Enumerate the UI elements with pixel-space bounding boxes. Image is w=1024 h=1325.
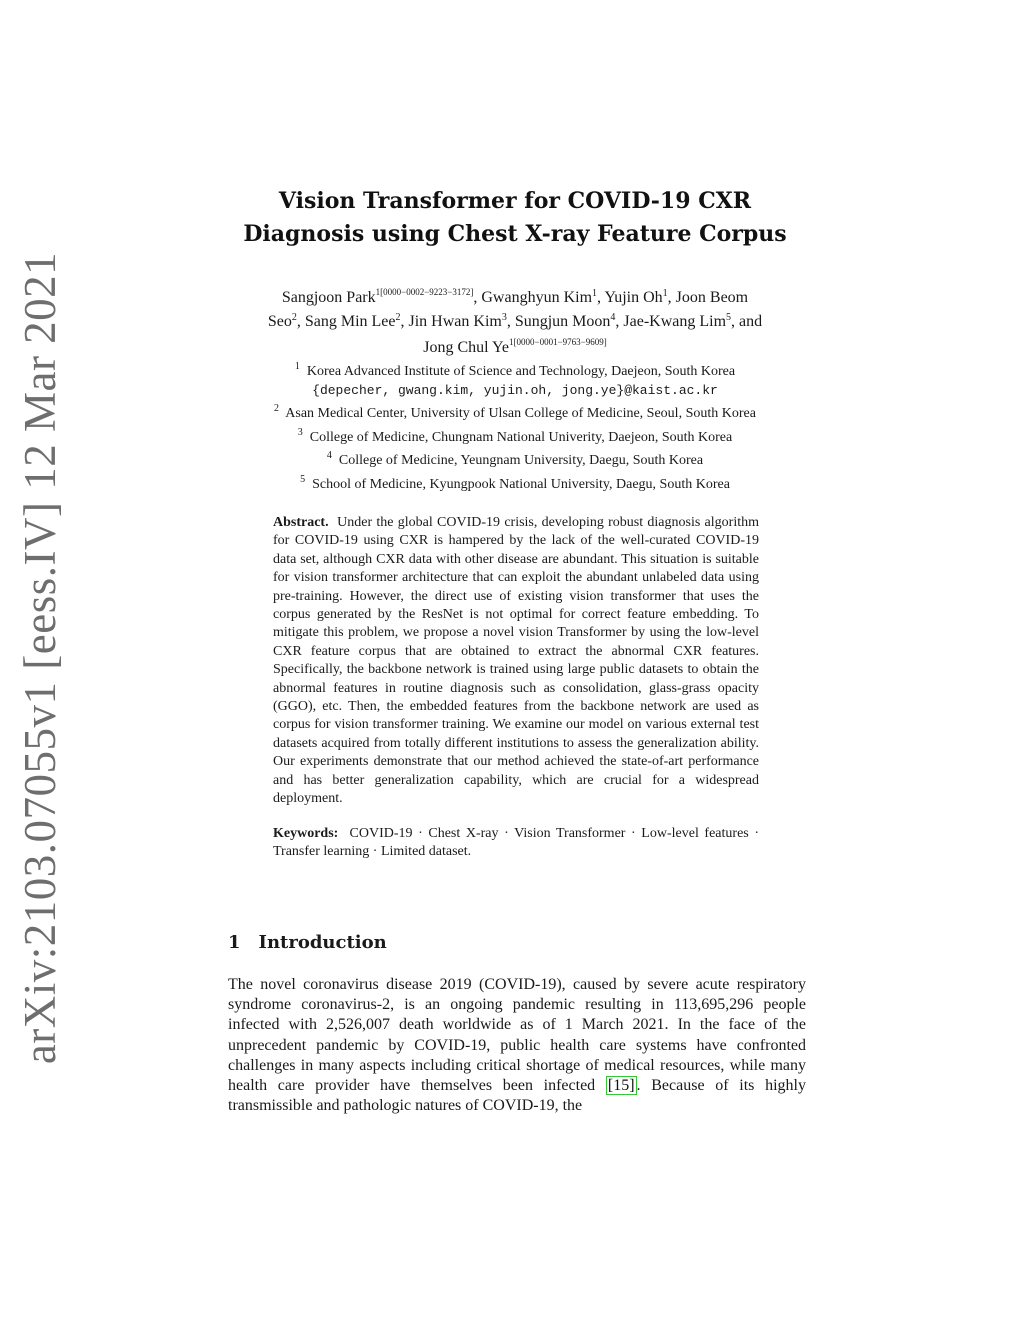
keywords-text: COVID-19 · Chest X-ray · Vision Transformer · Low-level features · Transfer learning · Limited dataset. bbox=[273, 825, 760, 859]
citation-link[interactable]: [15] bbox=[607, 1077, 635, 1095]
affiliation-superscript: 3 bbox=[501, 312, 507, 323]
email-list: {depecher, gwang.kim, yujin.oh, jong.ye}@kaist.ac.kr bbox=[312, 382, 718, 398]
affiliation-item bbox=[210, 358, 820, 382]
intro-text: . Because of its highly transmissible and pathologic natures of COVID-19, the bbox=[228, 1077, 807, 1115]
abstract-block bbox=[273, 514, 759, 861]
affiliation-superscript: 1 bbox=[592, 288, 598, 299]
intro-text: The novel coronavirus disease 2019 (COVID-19), caused by severe acute respiratory syndrome coronavirus-2, is an ongoing pandemic resulting in 113,695,296 people infected with 2,526,007 death worldwide as of 1 March 2021. In the face of the unprecedent pandemic by COVID-19, public health care systems have confronted challenges in many aspects including critical shortage of medical resources, while many health care provider have themselves been infected bbox=[228, 976, 806, 1095]
affiliation-text: Korea Advanced Institute of Science and Technology, Daejeon, South Korea bbox=[306, 364, 736, 379]
author-name: Seo bbox=[267, 313, 292, 330]
author-name: , and bbox=[731, 313, 763, 330]
affiliation-item bbox=[210, 447, 820, 471]
orcid-superscript: 1[0000−0002−9223−3172] bbox=[375, 287, 474, 297]
affiliation-number: 1 bbox=[294, 361, 300, 372]
title-line-2: Diagnosis using Chest X-ray Feature Corpus bbox=[243, 221, 787, 247]
author-name: Jong Chul Ye bbox=[423, 339, 510, 356]
affiliation-superscript: 1 bbox=[662, 288, 668, 299]
section-title: Introduction bbox=[258, 932, 387, 953]
author-line-3 bbox=[220, 332, 810, 358]
affiliation-number: 2 bbox=[274, 403, 280, 415]
keywords-label: Keywords: bbox=[273, 825, 339, 841]
abstract-text: Under the global COVID-19 crisis, developing robust diagnosis algorithm for COVID-19 using CXR is hampered by the lack of the well-curated COVID-19 data set, although CXR data with other disease are abundant. This situation is suitable for vision transformer architecture that can exploit the abundant unlabeled data using pre-training. However, the direct use of existing vision transformer that uses the corpus generated by the ResNet is not optimal for correct feature embedding. To mitigate this problem, we propose a novel vision Transformer by using the low-level CXR feature corpus that are obtained to extract the abnormal CXR features. Specifically, the backbone network is trained using large public datasets to obtain the abnormal features in routine diagnosis such as consolidation, glass-grass opacity (GGO), etc. Then, the embedded features from the backbone network are used as corpus for vision transformer training. We examine our model on various external test datasets acquired from totally different institutions to assess the generalization ability. Our experiments demonstrate that our method achieved the state-of-art performance and has better generalization capability, which are crucial for a widespread deployment. bbox=[273, 515, 759, 807]
author-name: , Sang Min Lee bbox=[296, 313, 396, 330]
affiliation-superscript: 5 bbox=[726, 312, 732, 323]
author-name: , Gwanghyun Kim bbox=[473, 289, 593, 306]
section-heading bbox=[228, 932, 387, 953]
affiliation-superscript: 4 bbox=[610, 312, 616, 323]
author-name: , Joon Beom bbox=[667, 289, 749, 306]
affiliation-text: College of Medicine, Chungnam National Univerity, Daejeon, South Korea bbox=[309, 429, 733, 445]
author-name: , Yujin Oh bbox=[597, 289, 663, 306]
abstract-paragraph bbox=[273, 514, 759, 809]
author-name: , Jin Hwan Kim bbox=[400, 313, 502, 330]
affiliation-text: College of Medicine, Yeungnam University, Daegu, South Korea bbox=[338, 453, 704, 469]
arxiv-identifier-stamp: arXiv:2103.07055v1 [eess.IV] 12 Mar 2021 bbox=[15, 251, 65, 1065]
paper-title bbox=[200, 185, 830, 251]
orcid-superscript: 1[0000−0001−9763−9609] bbox=[509, 337, 607, 347]
author-line-1 bbox=[220, 282, 810, 308]
author-line-2 bbox=[220, 308, 810, 332]
affiliation-number: 5 bbox=[300, 473, 306, 485]
affiliation-superscript: 2 bbox=[395, 312, 401, 323]
author-list bbox=[220, 282, 810, 358]
affiliation-list bbox=[210, 358, 820, 495]
introduction-paragraph bbox=[228, 975, 806, 1116]
affiliation-superscript: 2 bbox=[291, 312, 297, 323]
author-name: Sangjoon Park bbox=[281, 289, 376, 306]
affiliation-item bbox=[210, 400, 820, 424]
section-number: 1 bbox=[228, 932, 241, 953]
affiliation-item bbox=[210, 471, 820, 495]
introduction-body bbox=[228, 975, 806, 1116]
author-name: , Sungjun Moon bbox=[506, 313, 611, 330]
keywords-paragraph bbox=[273, 825, 759, 862]
affiliation-text: School of Medicine, Kyungpook National University, Daegu, South Korea bbox=[312, 476, 730, 492]
affiliation-number: 3 bbox=[297, 426, 303, 438]
author-name: , Jae-Kwang Lim bbox=[615, 313, 727, 330]
affiliation-number: 4 bbox=[326, 450, 332, 462]
affiliation-item bbox=[210, 424, 820, 448]
title-line-1: Vision Transformer for COVID-19 CXR bbox=[278, 188, 752, 214]
abstract-label: Abstract. bbox=[273, 515, 329, 530]
affiliation-text: Asan Medical Center, University of Ulsan College of Medicine, Seoul, South Korea bbox=[285, 406, 756, 422]
